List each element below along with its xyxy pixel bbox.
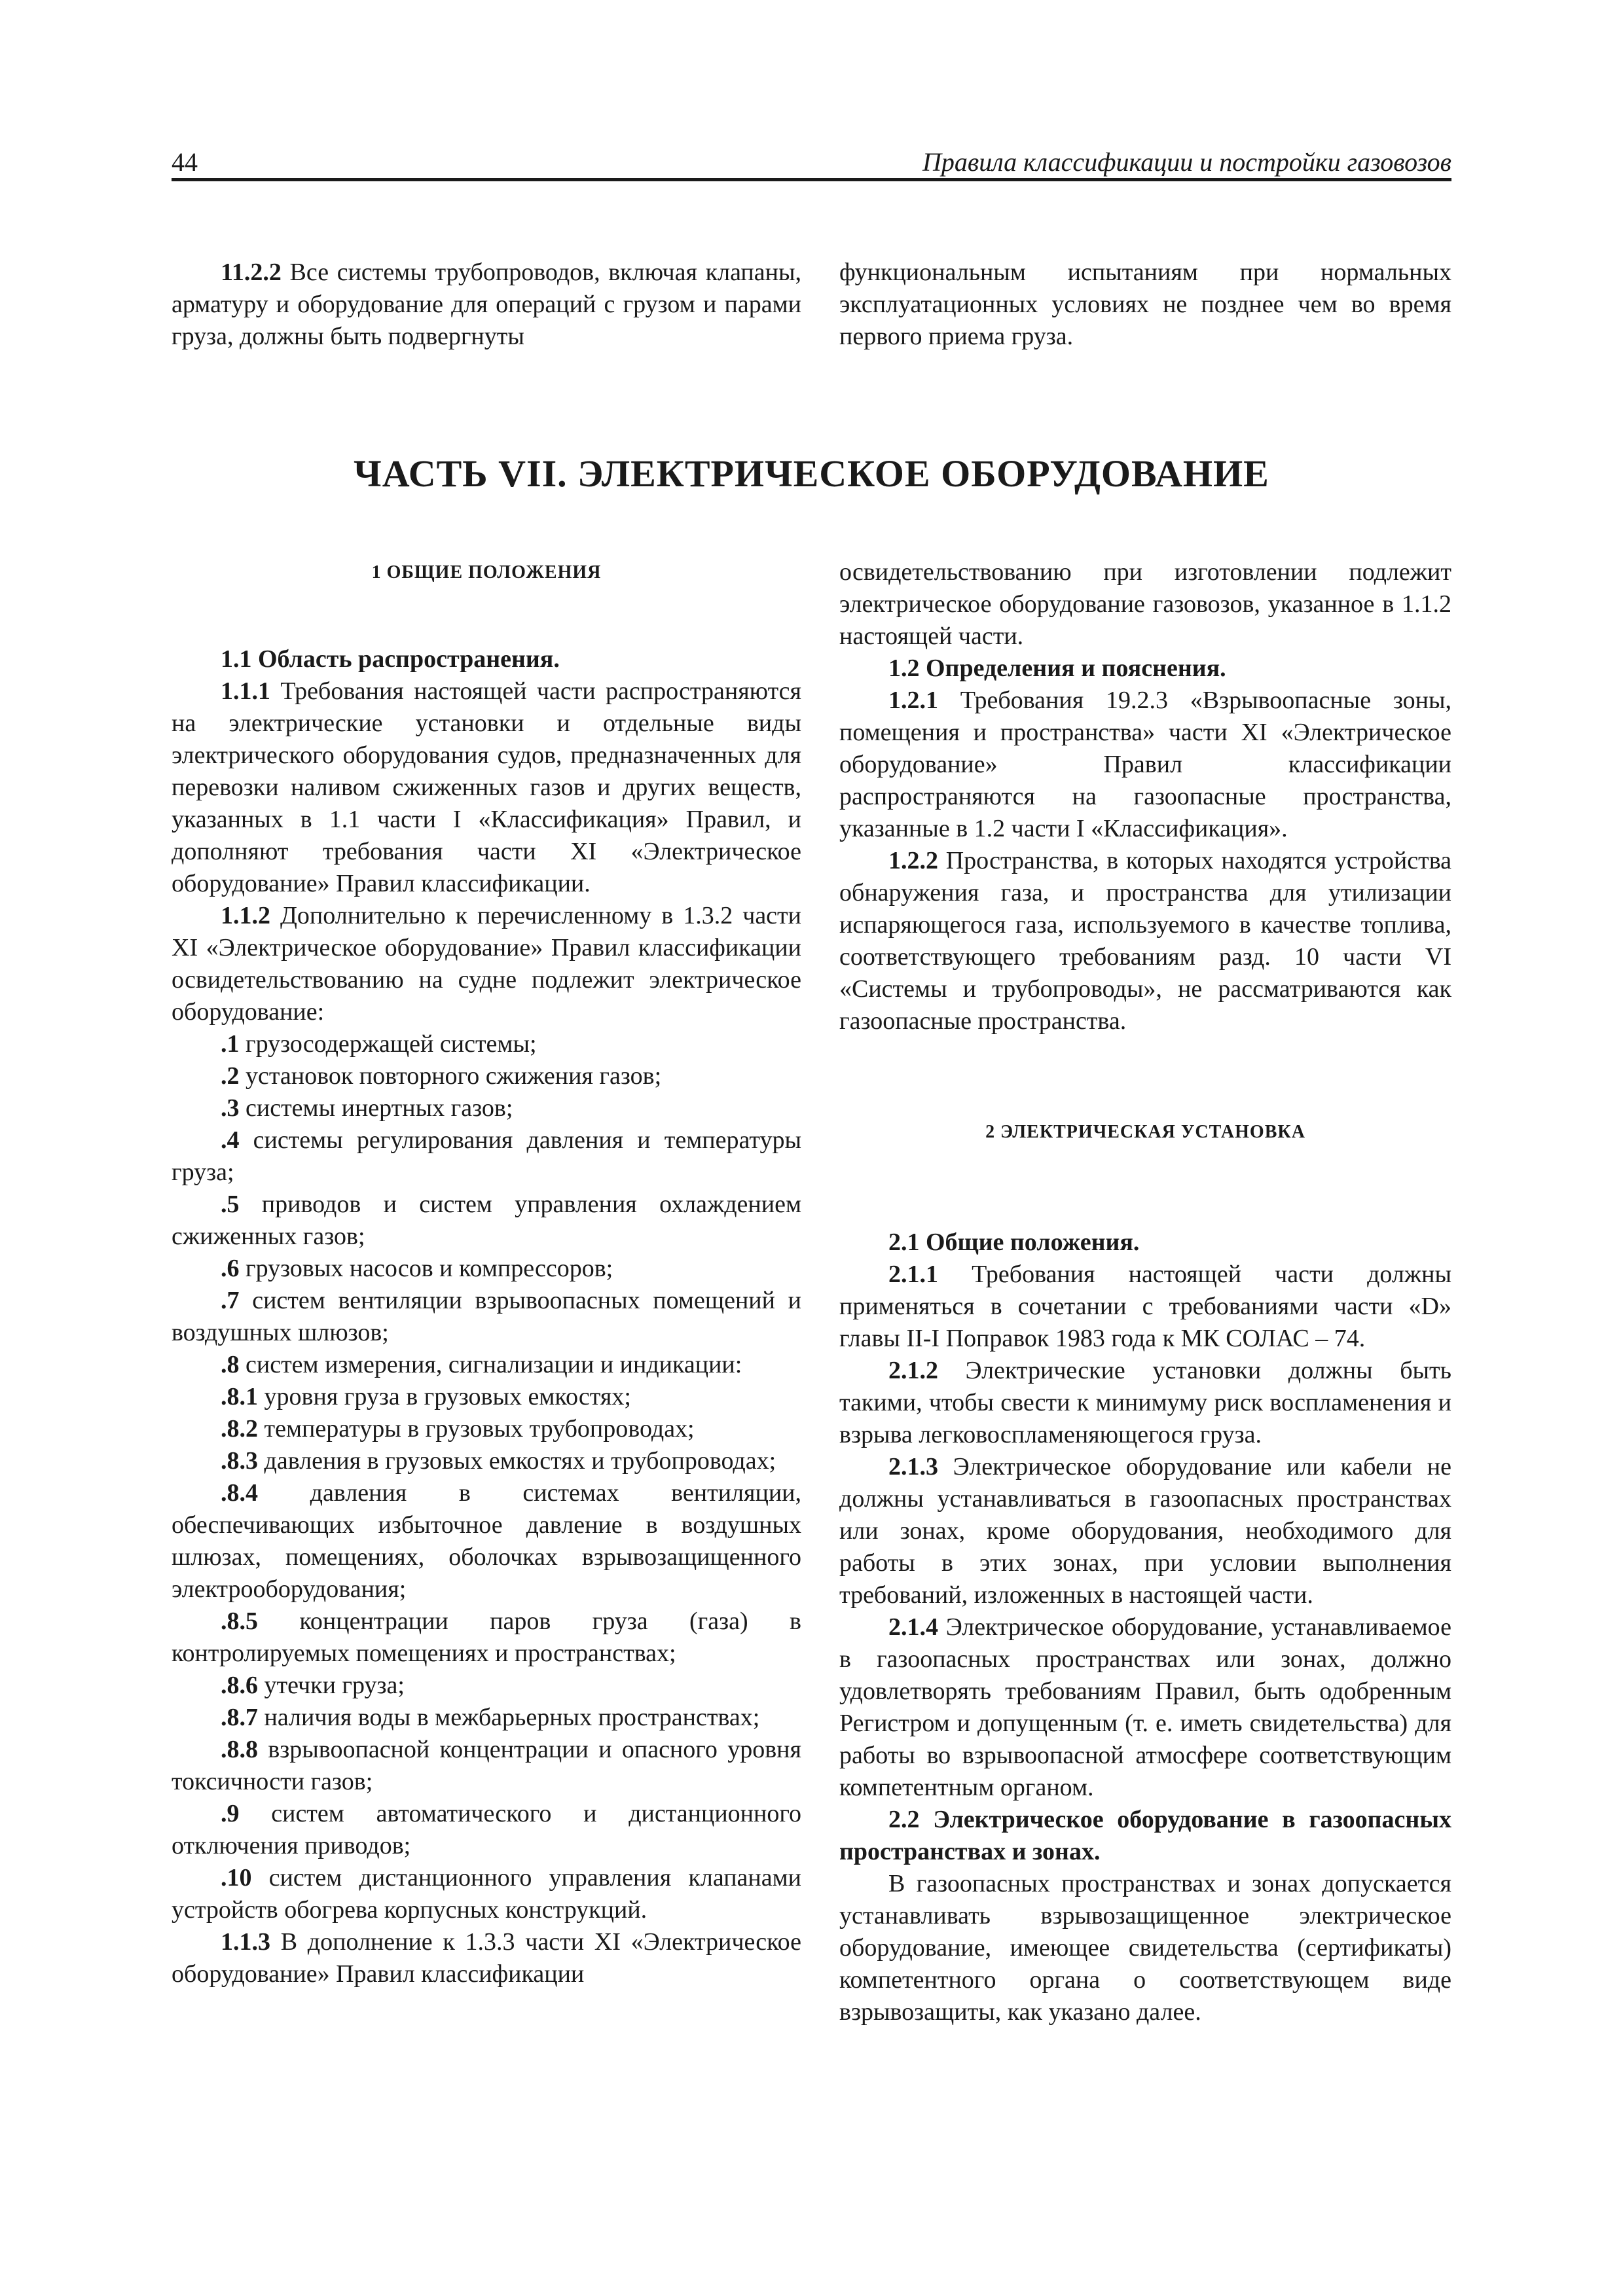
- clause-text: Требования 19.2.3 «Взрывоопасные зоны, помещения и пространства» части XI «Электрическое оборудование» Правил классификации распространяются на газоопасные пространства, указанные в 1.2 части I «Классификация».: [839, 687, 1451, 842]
- clause-number: 2.1.2: [888, 1357, 938, 1384]
- list-item: [172, 1028, 801, 1060]
- item-text: концентрации паров груза (газа) в контролируемых помещениях и пространствах;: [172, 1607, 801, 1667]
- clause-number: 2.1.3: [888, 1453, 938, 1480]
- paragraph-2-1-4: [839, 1611, 1451, 1804]
- clause-number: 1.1.1: [221, 677, 270, 705]
- paragraph-2-1-2: [839, 1355, 1451, 1451]
- paragraph-11-2-2: [172, 257, 801, 353]
- item-text: давления в системах вентиляции, обеспечивающих избыточное давление в воздушных шлюзах, помещениях, оболочках взрывозащищенного электрооборудования;: [172, 1479, 801, 1603]
- paragraph-2-1-3: [839, 1451, 1451, 1611]
- clause-text: Электрические установки должны быть такими, чтобы свести к минимуму риск воспламенения и взрыва легковоспламеняющегося груза.: [839, 1357, 1451, 1448]
- running-title: Правила классификации и постройки газовозов: [922, 147, 1451, 177]
- list-item: [172, 1092, 801, 1124]
- item-number: .8.6: [221, 1672, 258, 1699]
- left-column: [172, 556, 801, 1990]
- clause-number: 2.1.1: [888, 1261, 938, 1288]
- clause-text: Электрическое оборудование, устанавливаемое в газоопасных пространствах или зонах, должно удовлетворять требованиям Правил, быть одобренным Регистром и допущенным (т. е. иметь свидетельства) для работы во взрывоопасной атмосфере соответствующим компетентным органом.: [839, 1613, 1451, 1801]
- item-text: наличия воды в межбарьерных пространствах;: [258, 1704, 760, 1731]
- clause-text: Дополнительно к перечисленному в 1.3.2 части XI «Электрическое оборудование» Правил классификации освидетельствованию на судне подлежит электрическое оборудование:: [172, 902, 801, 1026]
- paragraph-1-1-3-continued: освидетельствованию при изготовлении подлежит электрическое оборудование газовозов, указанное в 1.1.2 настоящей части.: [839, 558, 1451, 650]
- item-number: .8.5: [221, 1607, 258, 1635]
- list-item: [172, 1605, 801, 1670]
- paragraph-1-1-1: [172, 675, 801, 900]
- heading-2-1: 2.1 Общие положения.: [888, 1229, 1140, 1256]
- equipment-list: [172, 1028, 801, 1926]
- section-2-heading: 2 ЭЛЕКТРИЧЕСКАЯ УСТАНОВКА: [985, 1122, 1305, 1142]
- list-item: [172, 1862, 801, 1926]
- item-number: .5: [221, 1191, 240, 1218]
- clause-number: 1.1.2: [221, 902, 270, 929]
- item-text: систем автоматического и дистанционного отключения приводов;: [172, 1800, 801, 1859]
- list-item: [172, 1413, 801, 1445]
- item-text: грузосодержащей системы;: [239, 1030, 537, 1058]
- item-number: .3: [221, 1094, 240, 1122]
- item-number: .10: [221, 1864, 252, 1892]
- item-text: системы инертных газов;: [239, 1094, 513, 1122]
- paragraph-1-2-1: [839, 685, 1451, 845]
- item-number: .4: [221, 1126, 240, 1154]
- clause-text: Все системы трубопроводов, включая клапаны, арматуру и оборудование для операций с грузом и парами груза, должны быть подвергнуты: [172, 259, 801, 350]
- item-number: .1: [221, 1030, 240, 1058]
- item-text: температуры в грузовых трубопроводах;: [258, 1415, 695, 1443]
- item-text: установок повторного сжижения газов;: [239, 1062, 662, 1090]
- clause-text: Электрическое оборудование или кабели не должны устанавливаться в газоопасных пространствах или зонах, кроме оборудования, необходимого для работы в этих зонах, при условии выполнения требований, изложенных в настоящей части.: [839, 1453, 1451, 1609]
- item-text: приводов и систем управления охлаждением сжиженных газов;: [172, 1191, 801, 1250]
- paragraph-2-2: В газоопасных пространствах и зонах допускается устанавливать взрывозащищенное электрическое оборудование, имеющее свидетельства (сертификаты) компетентного органа о соответствующем виде взрывозащиты, как указано далее.: [839, 1870, 1451, 2026]
- paragraph-1-2-2: [839, 845, 1451, 1037]
- list-item: [172, 1349, 801, 1381]
- paragraph-11-2-2-continued: функциональным испытаниям при нормальных эксплуатационных условиях не позднее чем во время первого приема груза.: [839, 259, 1451, 350]
- paragraph-1-1-2: [172, 900, 801, 1028]
- page-number: 44: [172, 147, 198, 177]
- list-item: [172, 1124, 801, 1189]
- list-item: [172, 1798, 801, 1862]
- header-rule: [172, 178, 1451, 181]
- item-text: систем дистанционного управления клапанами устройств обогрева корпусных конструкций.: [172, 1864, 801, 1924]
- top-right-column: [839, 257, 1451, 353]
- heading-1-1: 1.1 Область распространения.: [221, 645, 560, 673]
- paragraph-1-1-3: [172, 1926, 801, 1990]
- part-title: ЧАСТЬ VII. ЭЛЕКТРИЧЕСКОЕ ОБОРУДОВАНИЕ: [354, 452, 1269, 495]
- item-number: .8.4: [221, 1479, 258, 1507]
- item-number: .9: [221, 1800, 240, 1827]
- item-text: взрывоопасной концентрации и опасного уровня токсичности газов;: [172, 1736, 801, 1795]
- item-text: систем измерения, сигнализации и индикации:: [239, 1351, 742, 1378]
- list-item: [172, 1670, 801, 1702]
- right-column: [839, 556, 1451, 2028]
- item-number: .8: [221, 1351, 240, 1378]
- heading-1-2: 1.2 Определения и пояснения.: [888, 655, 1226, 682]
- clause-text: Требования настоящей части должны применяться в сочетании с требованиями части «D» главы II-I Поправок 1983 года к МК СОЛАС – 74.: [839, 1261, 1451, 1352]
- clause-number: 2.1.4: [888, 1613, 938, 1641]
- list-item: [172, 1734, 801, 1798]
- clause-text: Пространства, в которых находятся устройства обнаружения газа, и пространства для утилизации испаряющегося газа, используемого в качестве топлива, соответствующего требованиям разд. 10 части VI «Системы и трубопроводы», не рассматриваются как газоопасные пространства.: [839, 847, 1451, 1035]
- list-item: [172, 1445, 801, 1477]
- list-item: [172, 1702, 801, 1734]
- section-1-heading: 1 ОБЩИЕ ПОЛОЖЕНИЯ: [371, 562, 602, 583]
- list-item: [172, 1285, 801, 1349]
- heading-2-2: 2.2 Электрическое оборудование в газоопасных пространствах и зонах.: [839, 1806, 1451, 1865]
- paragraph-2-1-1: [839, 1259, 1451, 1355]
- item-text: грузовых насосов и компрессоров;: [239, 1255, 613, 1282]
- list-item: [172, 1253, 801, 1285]
- list-item: [172, 1381, 801, 1413]
- clause-number: 11.2.2: [221, 259, 282, 286]
- item-text: давления в грузовых емкостях и трубопроводах;: [258, 1447, 776, 1475]
- clause-number: 1.2.1: [888, 687, 938, 714]
- item-number: .8.8: [221, 1736, 258, 1763]
- item-number: .2: [221, 1062, 240, 1090]
- list-item: [172, 1189, 801, 1253]
- clause-number: 1.2.2: [888, 847, 938, 874]
- clause-number: 1.1.3: [221, 1928, 270, 1956]
- item-number: .8.7: [221, 1704, 258, 1731]
- item-text: системы регулирования давления и температуры груза;: [172, 1126, 801, 1186]
- clause-text: Требования настоящей части распространяются на электрические установки и отдельные виды электрического оборудования судов, предназначенных для перевозки наливом сжиженных газов и других веществ, указанных в 1.1 части I «Классификация» Правил, и дополняют требования части XI «Электрическое оборудование» Правил классификации.: [172, 677, 801, 897]
- clause-text: В дополнение к 1.3.3 части XI «Электрическое оборудование» Правил классификации: [172, 1928, 801, 1988]
- item-number: .7: [221, 1287, 240, 1314]
- item-text: утечки груза;: [258, 1672, 405, 1699]
- item-text: уровня груза в грузовых емкостях;: [258, 1383, 631, 1410]
- list-item: [172, 1477, 801, 1605]
- item-number: .6: [221, 1255, 240, 1282]
- item-number: .8.1: [221, 1383, 258, 1410]
- top-left-column: [172, 257, 801, 353]
- item-number: .8.2: [221, 1415, 258, 1443]
- item-number: .8.3: [221, 1447, 258, 1475]
- list-item: [172, 1060, 801, 1092]
- item-text: систем вентиляции взрывоопасных помещений и воздушных шлюзов;: [172, 1287, 801, 1346]
